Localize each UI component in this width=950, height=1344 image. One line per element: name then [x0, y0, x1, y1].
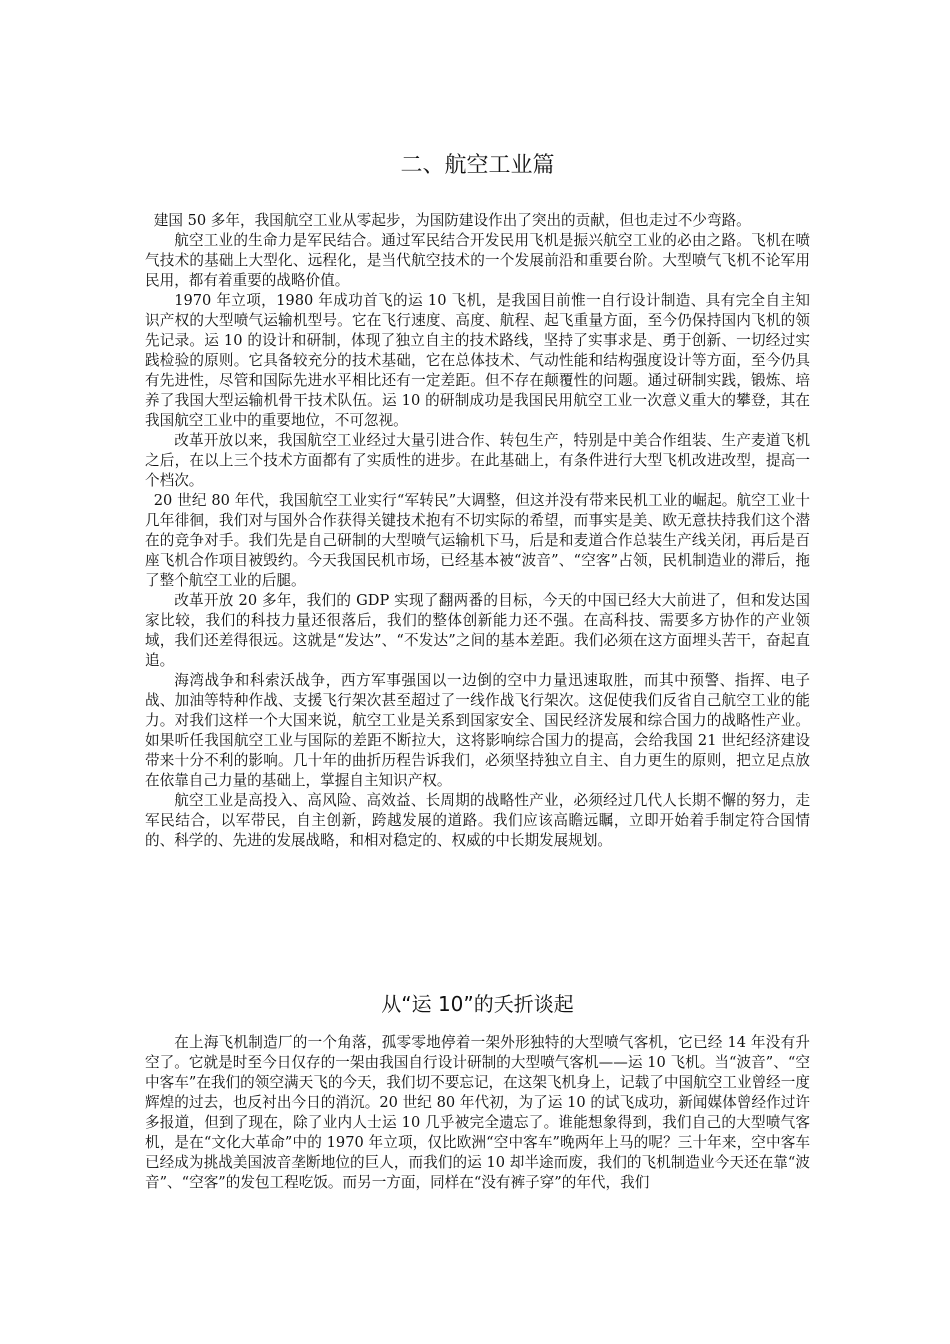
paragraph: 改革开放以来，我国航空工业经过大量引进合作、转包生产，特别是中美合作组装、生产麦道飞机之后，在以上三个技术方面都有了实质性的进步。在此基础上，有条件进行大型飞机改进改型，提高一个档次。 [145, 432, 810, 489]
paragraph: 航空工业是高投入、高风险、高效益、长周期的战略性产业，必须经过几代人长期不懈的努力，走军民结合，以军带民，自主创新，跨越发展的道路。我们应该高瞻远瞩，立即开始着手制定符合国情的、科学的、先进的发展战略，和相对稳定的、权威的中长期发展规划。 [145, 792, 810, 849]
section2-body [145, 1033, 810, 1193]
section1-body [145, 211, 810, 851]
paragraph: 海湾战争和科索沃战争，西方军事强国以一边倒的空中力量迅速取胜，而其中预警、指挥、电子战、加油等特种作战、支援飞行架次甚至超过了一线作战飞行架次。这促使我们反省自己航空工业的能力。对我们这样一个大国来说，航空工业是关系到国家安全、国民经济发展和综合国力的战略性产业。如果听任我国航空工业与国际的差距不断拉大，这将影响综合国力的提高，会给我国 21 世纪经济建设带来十分不利的影响。几十年的曲折历程告诉我们，必须坚持独立自主、自力更生的原则，把立足点放在依靠自己力量的基础上，掌握自主知识产权。 [145, 672, 810, 789]
paragraph: 建国 50 多年，我国航空工业从零起步，为国防建设作出了突出的贡献，但也走过不少弯路。 [153, 212, 751, 229]
paragraph: 1970 年立项，1980 年成功首飞的运 10 飞机，是我国目前惟一自行设计制造、具有完全自主知识产权的大型喷气运输机型号。它在飞行速度、高度、航程、起飞重量方面，至今仍保持国内飞机的领先记录。运 10 的设计和研制，体现了独立自主的技术路线，坚持了实事求是、勇于创新、一切经过实践检验的原则。它具备较充分的技术基础，它在总体技术、气动性能和结构强度设计等方面，至今仍具有先进性，尽管和国际先进水平相比还有一定差距。但不存在颠覆性的问题。通过研制实践，锻炼、培养了我国大型运输机骨干技术队伍。运 10 的研制成功是我国民用航空工业一次意义重大的攀登，其在我国航空工业中的重要地位，不可忽视。 [145, 292, 810, 429]
paragraph: 改革开放 20 多年，我们的 GDP 实现了翻两番的目标，今天的中国已经大大前进了，但和发达国家比较，我们的科技力量还很落后，我们的整体创新能力还不强。在高科技、需要多方协作的产业领域，我们还差得很远。这就是“发达”、“不发达”之间的基本差距。我们必须在这方面埋头苦干，奋起直追。 [145, 592, 810, 669]
section2-title: 从“运 10”的夭折谈起 [381, 992, 574, 1016]
paragraph: 20 世纪 80 年代，我国航空工业实行“军转民”大调整，但这并没有带来民机工业的崛起。航空工业十几年徘徊，我们对与国外合作获得关键技术抱有不切实际的希望，而事实是美、欧无意扶持我们这个潜在的竞争对手。我们先是自己研制的大型喷气运输机下马，后是和麦道合作总装生产线关闭，再后是百座飞机合作项目被毁约。今天我国民机市场，已经基本被“波音”、“空客”占领，民机制造业的滞后，拖了整个航空工业的后腿。 [145, 492, 810, 589]
section1-title: 二、航空工业篇 [400, 153, 555, 178]
paragraph: 在上海飞机制造厂的一个角落，孤零零地停着一架外形独特的大型喷气客机，它已经 14 年没有升空了。它就是时至今日仅存的一架由我国自行设计研制的大型喷气客机——运 10 飞机。当“波音”、“空中客车”在我们的领空满天飞的今天，我们切不要忘记，在这架飞机身上，记载了中国航空工业曾经一度辉煌的过去，也反衬出今日的消沉。20 世纪 80 年代初，为了运 10 的试飞成功，新闻媒体曾经作过许多报道，但到了现在，除了业内人士运 10 几乎被完全遗忘了。谁能想象得到，我们自己的大型喷气客机，是在“文化大革命”中的 1970 年立项，仅比欧洲“空中客车”晚两年上马的呢？三十年来，空中客车已经成为挑战美国波音垄断地位的巨人，而我们的运 10 却半途而废，我们的飞机制造业今天还在靠“波音”、“空客”的发包工程吃饭。而另一方面，同样在“没有裤子穿”的年代，我们 [145, 1034, 810, 1191]
paragraph: 航空工业的生命力是军民结合。通过军民结合开发民用飞机是振兴航空工业的必由之路。飞机在喷气技术的基础上大型化、远程化，是当代航空技术的一个发展前沿和重要台阶。大型喷气飞机不论军用民用，都有着重要的战略价值。 [145, 232, 810, 289]
